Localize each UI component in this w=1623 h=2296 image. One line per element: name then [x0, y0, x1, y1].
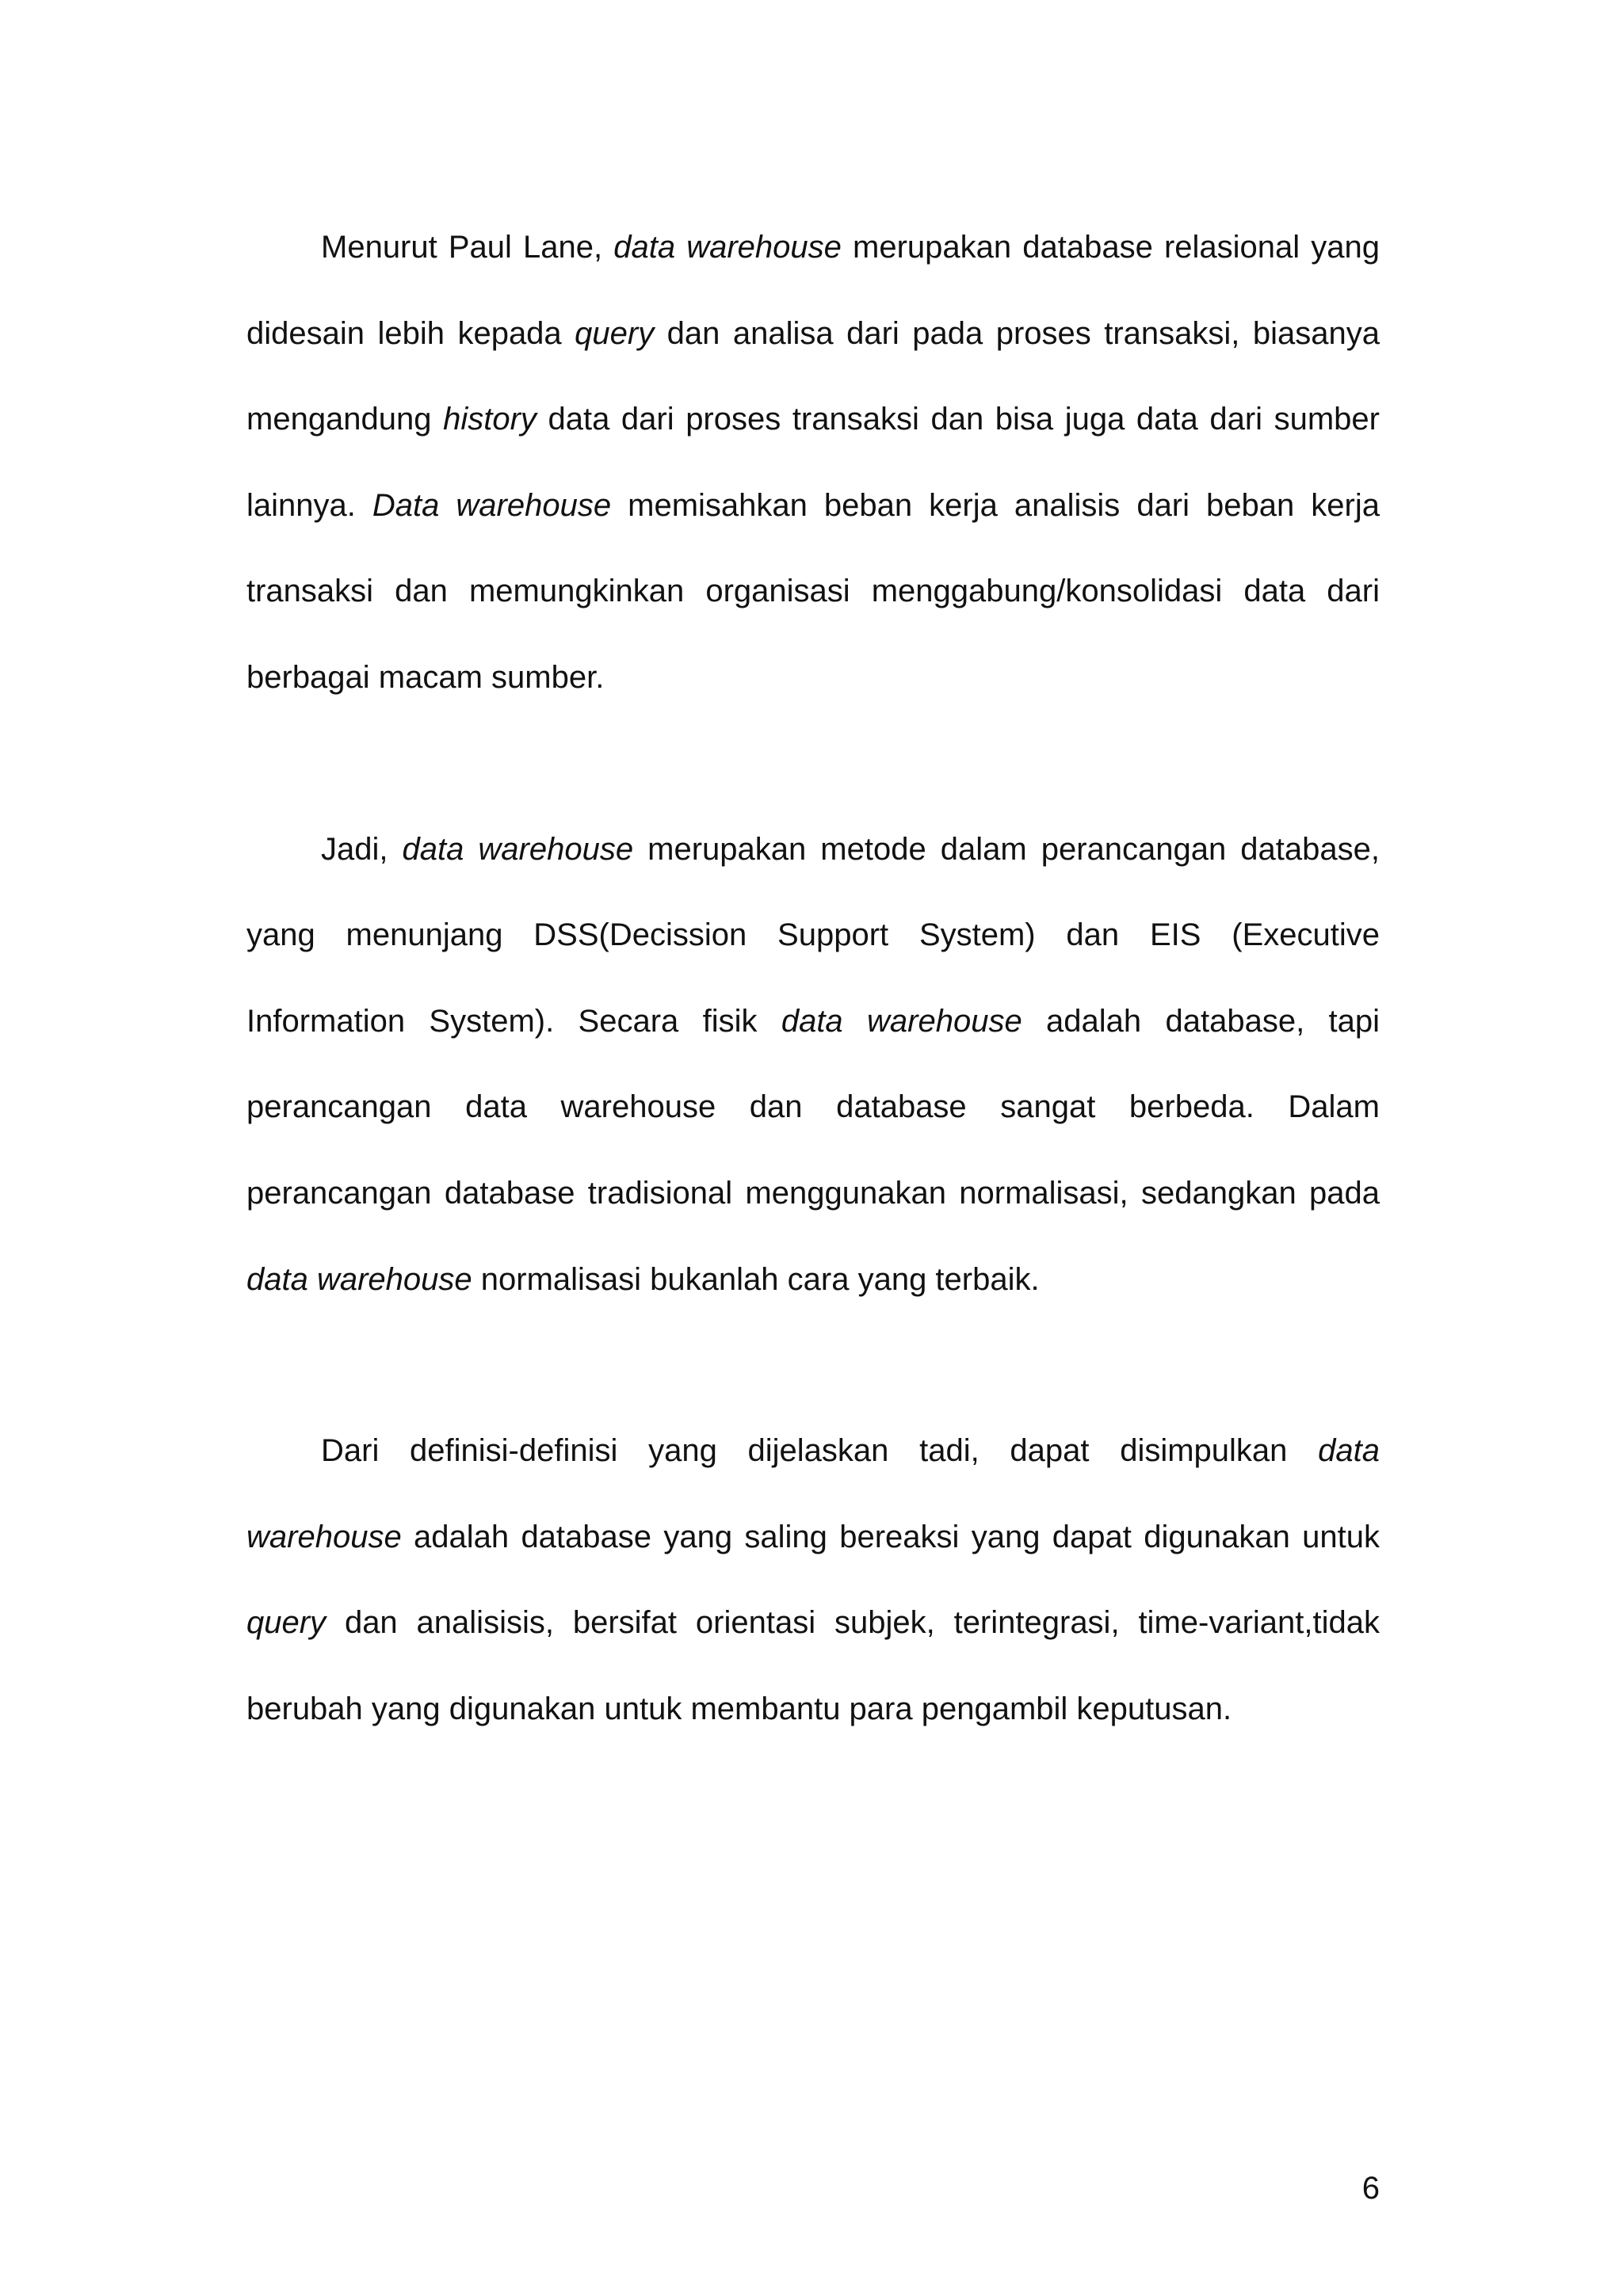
paragraph: [246, 204, 1380, 721]
paragraph: [246, 807, 1380, 1323]
italic-text: data warehouse: [402, 831, 634, 867]
italic-text: history: [443, 402, 537, 437]
italic-text: data warehouse: [613, 230, 842, 265]
italic-text: query: [246, 1605, 327, 1641]
text-run: Dari definisi-definisi yang dijelaskan tadi, dapat disimpulkan: [321, 1433, 1319, 1469]
text-run: data dari proses transaksi dan bisa juga data dari sumber lainnya.: [246, 402, 1380, 523]
text-run: adalah database yang saling bereaksi yang dapat digunakan untuk: [401, 1519, 1380, 1554]
text-run: dan analisisis, bersifat orientasi subjek, terintegrasi, time-variant,tidak berubah yang digunakan untuk membantu para pengambil keputusan.: [246, 1605, 1380, 1726]
text-run: normalisasi bukanlah cara yang terbaik.: [472, 1261, 1040, 1297]
text-run: merupakan metode dalam perancangan database, yang menunjang DSS(Decission Support System) dan EIS (Executive Information System). Secara fisik: [246, 831, 1380, 1039]
text-run: adalah database, tapi perancangan data warehouse dan database sangat berbeda. Dalam perancangan database tradisional menggunakan normalisasi, sedangkan pada: [246, 1003, 1380, 1211]
text-run: memisahkan beban kerja analisis dari beban kerja transaksi dan memungkinkan organisasi menggabung/konsolidasi data dari berbagai macam sumber.: [246, 487, 1380, 695]
italic-text: data warehouse: [246, 1261, 472, 1297]
text-run: dan analisa dari pada proses transaksi, biasanya mengandung: [246, 315, 1380, 437]
document-body: [246, 204, 1380, 1753]
italic-text: Data warehouse: [372, 487, 612, 523]
page-number: 6: [1361, 2171, 1380, 2206]
text-run: Jadi,: [321, 831, 403, 867]
italic-text: data warehouse: [781, 1003, 1022, 1039]
italic-text: query: [575, 315, 655, 351]
text-run: Menurut Paul Lane,: [321, 230, 614, 265]
paragraph: [246, 1408, 1380, 1752]
italic-text: data warehouse: [246, 1433, 1380, 1554]
text-run: merupakan database relasional yang didesain lebih kepada: [246, 230, 1380, 351]
